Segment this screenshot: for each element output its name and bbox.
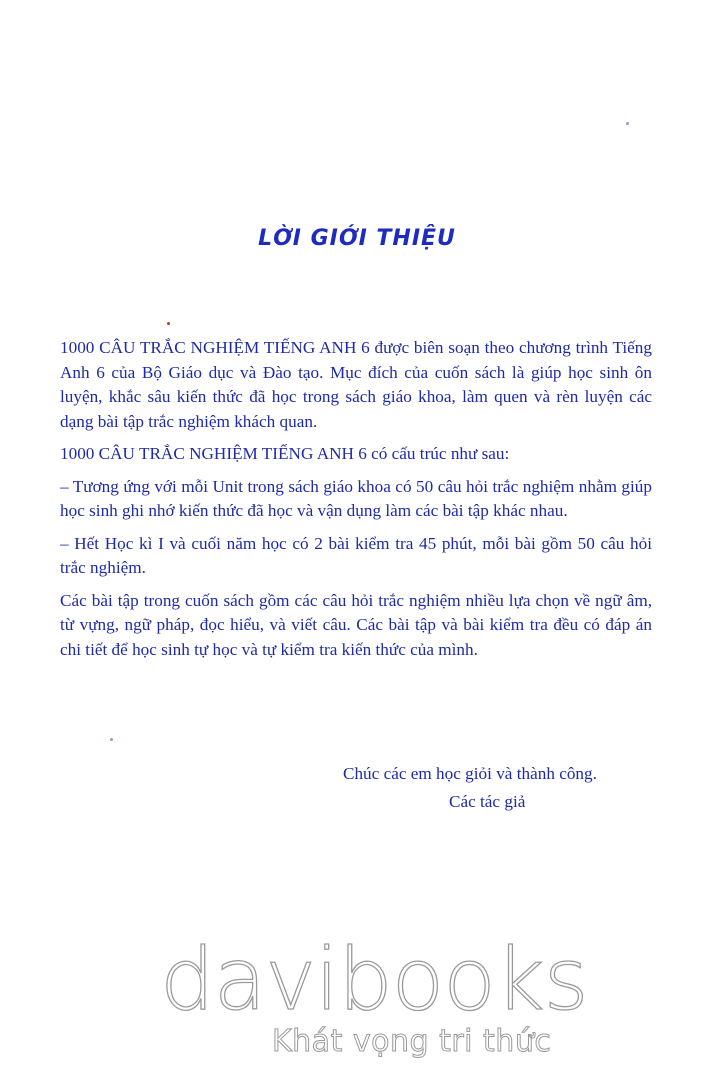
paragraph-structure: 1000 CÂU TRẮC NGHIỆM TIẾNG ANH 6 có cấu trúc như sau: (60, 444, 510, 463)
speck-dot (167, 322, 170, 325)
page-title: LỜI GIỚI THIỆU (258, 226, 456, 251)
watermark-tagline: Khát vọng tri thức (272, 1024, 552, 1059)
speck-dot (626, 122, 629, 125)
paragraph-tests: – Hết Học kì I và cuối năm học có 2 bài kiểm tra 45 phút, mỗi bài gồm 50 câu hỏi trắc nghiệm. (60, 533, 652, 577)
body-text (60, 336, 652, 670)
speck-dot (110, 738, 113, 741)
signature: Các tác giả (449, 792, 526, 811)
closing-greeting: Chúc các em học giỏi và thành công. (343, 764, 597, 783)
watermark-brand: davibooks (160, 930, 588, 1030)
paragraph-unit-questions: – Tương ứng với mỗi Unit trong sách giáo khoa có 50 câu hỏi trắc nghiệm nhằm giúp học sinh ghi nhớ kiến thức đã học và vận dụng làm các bài tập khác nhau. (60, 476, 652, 520)
paragraph-intro: 1000 CÂU TRẮC NGHIỆM TIẾNG ANH 6 được biên soạn theo chương trình Tiếng Anh 6 của Bộ Giáo dục và Đào tạo. Mục đích của cuốn sách là giúp học sinh ôn luyện, khắc sâu kiến thức đã học trong sách giáo khoa, làm quen và rèn luyện các dạng bài tập trắc nghiệm khách quan. (60, 338, 652, 431)
closing-block (343, 760, 597, 816)
paragraph-exercises: Các bài tập trong cuốn sách gồm các câu hỏi trắc nghiệm nhiều lựa chọn về ngữ âm, từ vựng, ngữ pháp, đọc hiểu, và viết câu. Các bài tập và bài kiểm tra đều có đáp án chi tiết để học sinh tự học và tự kiểm tra kiến thức của mình. (60, 590, 652, 659)
